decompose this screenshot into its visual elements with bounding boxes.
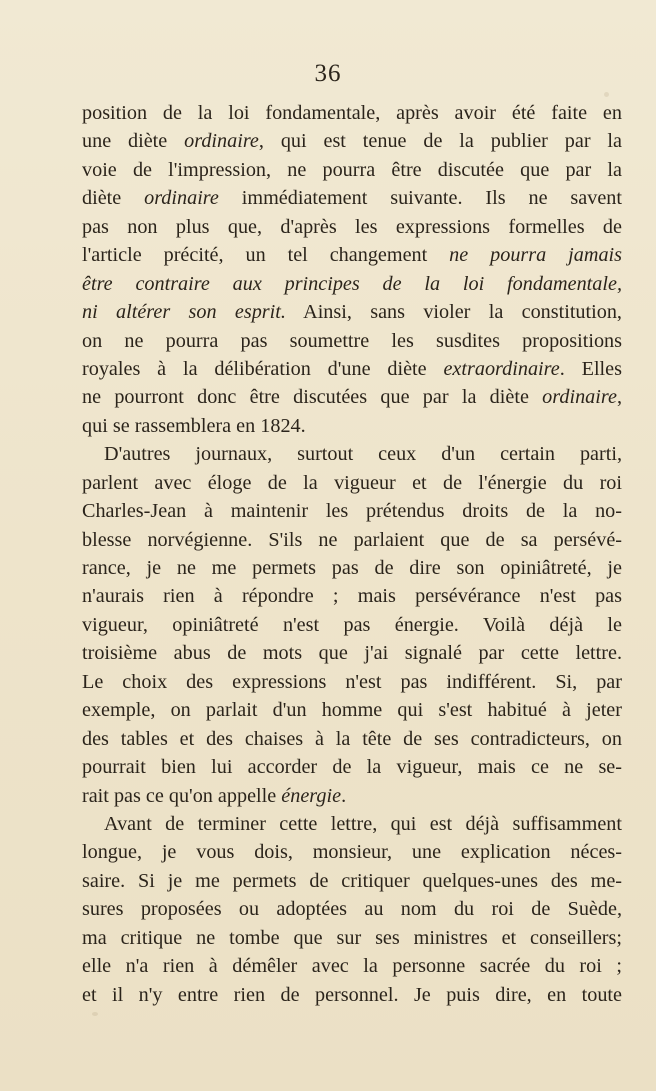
text-line (82, 895, 622, 923)
paper-spot (92, 1012, 98, 1016)
text-line (82, 810, 622, 838)
text-line (82, 725, 622, 753)
line-text: voie de l'impression, ne pourra être discutée que par la (82, 158, 622, 181)
text-line (82, 582, 622, 610)
line-text-after: , qui est tenue de la publier par la (258, 130, 622, 153)
line-text-italic: ne pourra jamais (449, 244, 622, 267)
line-text: rance, je ne me permets pas de dire son opiniâtreté, je (82, 557, 622, 579)
line-text: position de la loi fondamentale, après avoir été faite en (82, 102, 622, 124)
line-text-italic: ordinaire (184, 130, 259, 153)
text-line (82, 611, 622, 639)
line-text-after: . Elles (559, 357, 622, 380)
text-line (82, 383, 622, 411)
text-line (82, 213, 622, 241)
line-text-italic: ordinaire (144, 187, 219, 210)
line-text-before: rait pas ce qu'on appelle (82, 784, 282, 807)
line-text-before: diète (82, 187, 145, 210)
paper-spot (604, 92, 609, 97)
line-text: saire. Si je me permets de critiquer quelques-unes des me- (82, 869, 622, 892)
line-text-after: , (616, 386, 622, 409)
text-line (82, 696, 622, 724)
line-text: longue, je vous dois, monsieur, une explication néces- (82, 841, 622, 864)
body-text (82, 99, 622, 1009)
text-line (82, 355, 622, 383)
line-text-before: l'article précité, un tel changement (82, 244, 450, 267)
line-text-italic: extraordinaire (443, 357, 560, 380)
line-text: n'aurais rien à répondre ; mais persévérance n'est pas (82, 585, 622, 608)
line-text: Avant de terminer cette lettre, qui est déjà suffisamment (104, 812, 622, 835)
line-text-after: Ainsi, sans violer la constitution, (285, 301, 622, 324)
text-line (82, 412, 622, 440)
text-line (82, 753, 622, 781)
line-text-after: . (341, 784, 347, 807)
text-line (82, 497, 622, 525)
text-line (82, 440, 622, 468)
line-text: vigueur, opiniâtreté n'est pas énergie. Voilà déjà le (82, 613, 622, 636)
line-text: sures proposées ou adoptées au nom du roi de Suède, (82, 898, 622, 921)
text-line (82, 127, 622, 155)
text-line (82, 298, 622, 326)
line-text-italic: énergie (281, 784, 342, 807)
text-line (82, 924, 622, 952)
line-text-before: royales à la délibération d'une diète (82, 357, 444, 380)
line-text-italic: être contraire aux principes de la loi fondamentale, (82, 272, 622, 295)
text-line (82, 241, 622, 269)
line-text: qui se rassemblera en 1824. (82, 414, 306, 437)
line-text: D'autres journaux, surtout ceux d'un certain parti, (104, 443, 622, 466)
line-text: exemple, on parlait d'un homme qui s'est habitué à jeter (82, 699, 622, 722)
line-text-before: ne pourront donc être discutées que par la diète (82, 386, 543, 409)
line-text: pourrait bien lui accorder de la vigueur, mais ce ne se- (82, 756, 622, 779)
text-line (82, 838, 622, 866)
line-text: et il n'y entre rien de personnel. Je puis dire, en toute (82, 983, 622, 1006)
text-line (82, 327, 622, 355)
text-line (82, 99, 622, 127)
text-line (82, 952, 622, 980)
line-text: on ne pourra pas soumettre les susdites propositions (82, 329, 622, 352)
line-text-italic: ni altérer son esprit. (82, 301, 286, 324)
line-text: pas non plus que, d'après les expressions formelles de (82, 215, 622, 238)
line-text: elle n'a rien à démêler avec la personne sacrée du roi ; (82, 955, 622, 978)
line-text-before: une diète (82, 130, 185, 153)
text-line (82, 526, 622, 554)
line-text-italic: ordinaire (542, 386, 617, 409)
line-text: blesse norvégienne. S'ils ne parlaient que de sa persévé- (82, 528, 622, 551)
line-text: Charles-Jean à maintenir les prétendus droits de la no- (82, 500, 622, 523)
line-text: troisième abus de mots que j'ai signalé par cette lettre. (82, 642, 622, 665)
text-line (82, 981, 622, 1009)
line-text-after: immédiatement suivante. Ils ne savent (218, 187, 622, 210)
text-line (82, 867, 622, 895)
text-line (82, 270, 622, 298)
text-line (82, 639, 622, 667)
line-text: Le choix des expressions n'est pas indifférent. Si, par (82, 670, 622, 693)
text-line (82, 156, 622, 184)
text-line (82, 668, 622, 696)
text-line (82, 782, 622, 810)
line-text: ma critique ne tombe que sur ses ministres et conseillers; (82, 926, 622, 949)
text-line (82, 184, 622, 212)
line-text: parlent avec éloge de la vigueur et de l'énergie du roi (82, 471, 622, 494)
line-text: des tables et des chaises à la tête de ses contradicteurs, on (82, 727, 622, 750)
text-line (82, 469, 622, 497)
text-line (82, 554, 622, 582)
page-number: 36 (314, 60, 342, 87)
